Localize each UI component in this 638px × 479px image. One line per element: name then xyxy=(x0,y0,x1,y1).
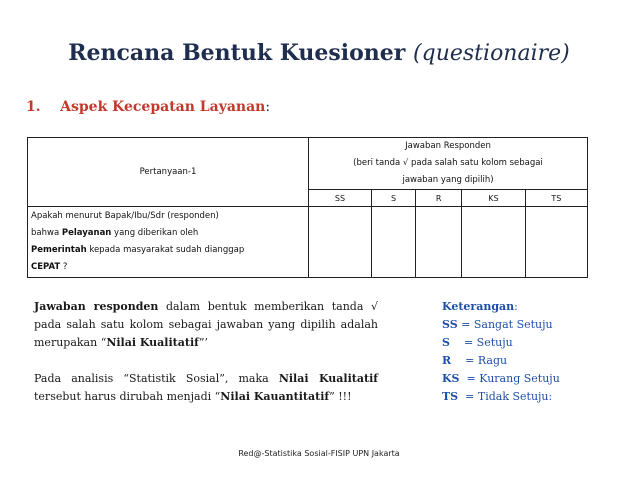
column-r: R xyxy=(416,190,462,207)
explanation-p2-bold: Nilai Kualitatif xyxy=(278,372,378,385)
table-header-row xyxy=(28,138,588,190)
legend-code: KS xyxy=(442,372,460,385)
legend-sep: = xyxy=(458,390,478,403)
legend-item-ks xyxy=(442,370,560,388)
section-colon: : xyxy=(265,99,271,115)
answer-cell-ts[interactable] xyxy=(525,207,587,278)
title-italic: questionaire xyxy=(421,41,562,66)
question-line3-post: kepada masyarakat sudah dianggap xyxy=(86,245,245,255)
legend-code: SS xyxy=(442,318,458,331)
legend-item-ss xyxy=(442,316,560,334)
answer-cell-s[interactable] xyxy=(371,207,415,278)
legend-item-r xyxy=(442,352,560,370)
explanation-p1-bold: Jawaban responden xyxy=(34,300,159,313)
explanation-p1-end: ”’ xyxy=(198,336,208,349)
column-s: S xyxy=(371,190,415,207)
answer-cell-ks[interactable] xyxy=(462,207,526,278)
question-line1: Apakah menurut Bapak/Ibu/Sdr (responden) xyxy=(31,211,219,221)
legend-meaning: Setuju xyxy=(476,336,513,349)
question-cell xyxy=(28,207,309,278)
explanation-p2-bold2: Nilai Kauantitatif xyxy=(220,390,330,403)
explanation-p2-text: Pada analisis “Statistik Sosial”, maka xyxy=(34,372,279,385)
title-paren-open: ( xyxy=(413,41,422,66)
column-ts: TS xyxy=(525,190,587,207)
explanation-p1-text: dalam bentuk memberikan tanda √ pada salah satu kolom sebagai jawaban yang dipilih adalah merupakan “ xyxy=(34,300,378,349)
legend-sep: = xyxy=(457,318,474,331)
legend-meaning: Kurang Setuju xyxy=(479,372,560,385)
legend-sep: = xyxy=(451,354,478,367)
question-line3 xyxy=(31,242,305,259)
explanation-p1-bold2: Nilai Kualitatif xyxy=(106,336,199,349)
question-line4-post: ? xyxy=(60,262,68,272)
legend-title xyxy=(442,298,560,316)
explanation-paragraph-1 xyxy=(34,298,378,352)
question-line2-post: yang diberikan oleh xyxy=(111,228,199,238)
question-cepat: CEPAT xyxy=(31,262,61,272)
response-header-title: Jawaban Responden xyxy=(405,141,491,151)
legend-code: R xyxy=(442,354,452,367)
questionnaire-table xyxy=(27,137,588,278)
legend-sep: = xyxy=(449,336,477,349)
legend-meaning: Sangat Setuju xyxy=(473,318,553,331)
legend-meaning: Ragu xyxy=(477,354,508,367)
title-paren-close: ) xyxy=(561,41,570,66)
section-text: Aspek Kecepatan Layanan xyxy=(60,99,266,115)
response-header xyxy=(309,138,588,190)
section-heading xyxy=(26,99,270,115)
question-row xyxy=(28,207,588,278)
legend-item-s xyxy=(442,334,560,352)
legend-sep: = xyxy=(459,372,480,385)
legend-title-text: Keterangan xyxy=(442,300,515,313)
response-header-line3: jawaban yang dipilih) xyxy=(402,175,494,185)
legend-block xyxy=(442,298,560,406)
explanation-p2-end: ” !!! xyxy=(329,390,352,403)
explanation-p2-text2: tersebut harus dirubah menjadi “ xyxy=(34,390,221,403)
question-header: Pertanyaan-1 xyxy=(28,138,309,207)
slide-footer: Red@-Statistika Sosial-FISIP UPN Jakarta xyxy=(238,449,400,458)
question-pelayanan: Pelayanan xyxy=(61,228,112,238)
legend-code: TS xyxy=(442,390,459,403)
legend-item-ts xyxy=(442,388,560,406)
question-line4 xyxy=(31,259,305,276)
answer-cell-r[interactable] xyxy=(416,207,462,278)
section-number: 1. xyxy=(26,99,41,115)
slide-title xyxy=(0,40,638,66)
answer-cell-ss[interactable] xyxy=(309,207,372,278)
legend-title-colon: : xyxy=(514,300,518,313)
question-pemerintah: Pemerintah xyxy=(31,245,87,255)
question-line2 xyxy=(31,225,305,242)
explanation-paragraph-2 xyxy=(34,370,378,406)
legend-meaning: Tidak Setuju: xyxy=(477,390,553,403)
column-ss: SS xyxy=(309,190,372,207)
legend-code: S xyxy=(442,336,450,349)
question-line2-pre: bahwa xyxy=(31,228,62,238)
title-main: Rencana Bentuk Kuesioner xyxy=(68,40,406,66)
response-header-line2: (beri tanda √ pada salah satu kolom sebagai xyxy=(353,158,543,168)
column-ks: KS xyxy=(462,190,526,207)
explanation-block xyxy=(34,298,378,406)
